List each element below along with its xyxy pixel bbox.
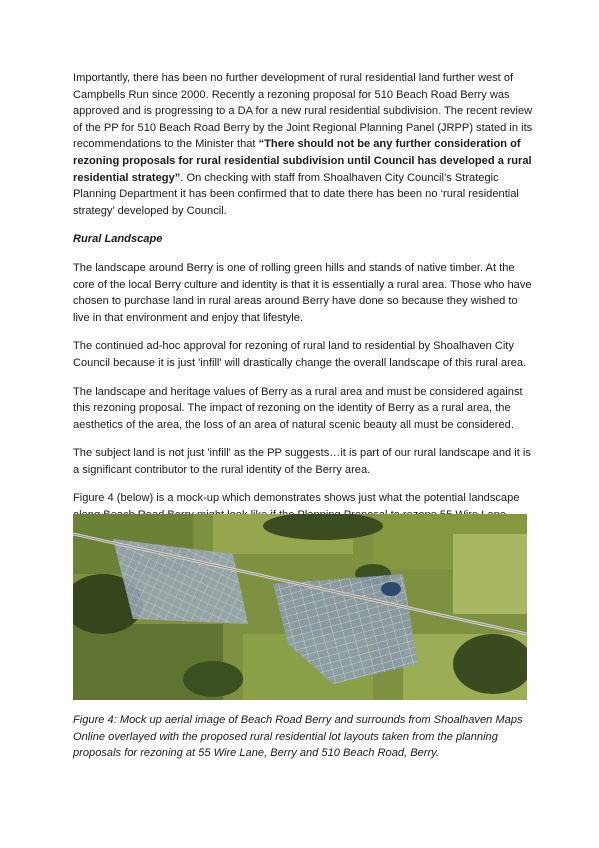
figure-caption: Figure 4: Mock up aerial image of Beach Road Berry and surrounds from Shoalhaven Maps Online overlayed with the proposed rural residential lot layouts taken from the planning proposals for rezoning at 55 Wire Lane, Berry and 510 Beach Road, Berry. [73, 714, 523, 760]
section-heading: Rural Landscape [73, 233, 163, 246]
aerial-figure-image [73, 514, 527, 700]
infill-paragraph: The continued ad-hoc approval for rezoning of rural land to residential by Shoalhaven City Council because it is just 'infill' will drastically change the overall landscape of this rural area. [73, 340, 527, 369]
intro-part-1: Importantly, there has been no further development of rural residential land further west of Campbells Run since 2000. Recently a rezoning proposal for 510 Beach Road Berry was approved and is progressing to a DA for a new rural residential subdivision. The recent review of the PP for 510 Beach Road Berry by the Joint Regional Planning Panel (JRPP) stated in its recommendations to the Minister that [73, 72, 533, 151]
landscape-paragraph: The landscape around Berry is one of rolling green hills and stands of native timber. At the core of the local Berry culture and identity is that it is essentially a rural area. Those who have chosen to purchase land in rural areas around Berry have done so because they wished to live in that environment and enjoy that lifestyle. [73, 261, 532, 324]
document-body [73, 70, 533, 552]
heritage-paragraph: The landscape and heritage values of Berry as a rural area and must be considered against this rezoning proposal. The impact of rezoning on the identity of Berry as a rural area, the aesthetics of the area, the loss of an area of natural scenic beauty all must be considered. [73, 385, 523, 431]
intro-part-2: . On checking with staff from Shoalhaven City Council’s Strategic Planning Department it has been confirmed that to date there has been no ‘rural residential strategy’ developed by Council. [73, 171, 519, 217]
figure-intro-paragraph: Figure 4 (below) is a mock-up which demonstrates shows just what the potential landscape [73, 492, 520, 505]
intro-paragraph [73, 70, 533, 219]
subject-land-paragraph: The subject land is not just 'infill' as the PP suggests…it is part of our rural landscape and it is a significant contributor to the rural identity of the Berry area. [73, 447, 531, 476]
jrpp-quote: “There should not be any further consideration of rezoning proposals for rural residential subdivision until Council has developed a rural residential strategy” [73, 138, 532, 184]
